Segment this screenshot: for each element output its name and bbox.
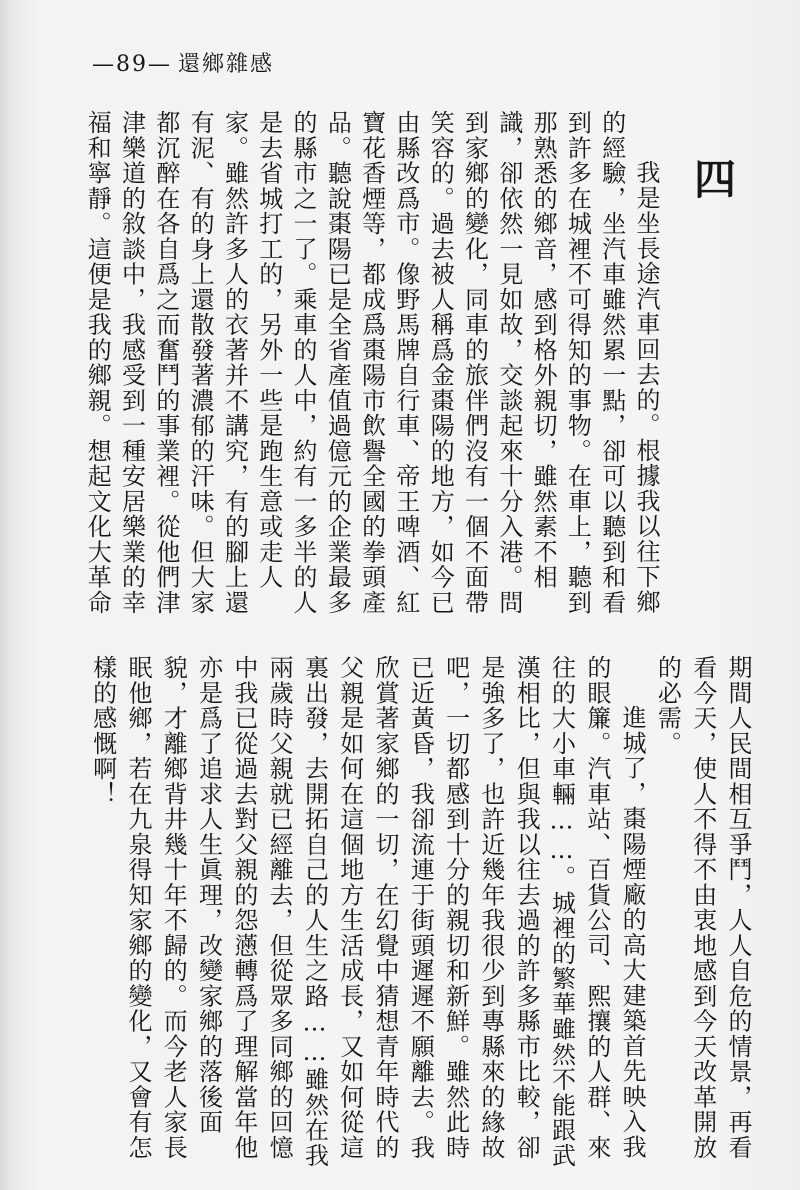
text-column: 津樂道的敘談中，我感受到一種安居樂業的幸 [117,110,146,615]
text-column: 看今天，使人不得不由衷地感到今天改革開放 [688,655,717,1160]
text-column: 樣的感慨啊！ [88,655,117,807]
text-column: 品。聽說棗陽已是全省產值過億元的企業最多 [323,110,352,615]
text-column: 的經驗，坐汽車雖然累一點，卻可以聽到和看 [597,110,626,615]
text-column: 到家鄉的變化，同車的旅伴們沒有一個不面帶 [460,110,489,615]
text-column: 家。雖然許多人的衣著并不講究，有的腳上還 [220,110,249,615]
text-column: 有泥、有的身上還散發著濃郁的汗味。但大家 [186,110,215,615]
text-column: 欣賞著家鄉的一切，在幻覺中猜想青年時代的 [371,655,400,1160]
text-column: 的縣市之一了。乘車的人中，約有一多半的人 [289,110,318,615]
text-column: 的必需。 [653,655,682,756]
text-column: 由縣改爲市。像野馬牌自行車、帝王啤酒、紅 [391,110,420,615]
text-column: 漢相比，但與我以往去過的許多縣市比較，卻 [512,655,541,1160]
upper-text-block [80,110,663,615]
text-column: 父親是如何在這個地方生活成長，又如何從這 [335,655,364,1160]
text-column: 識，卻依然一見如故，交談起來十分入港。問 [494,110,523,615]
chapter-title: 還鄉雜感 [178,52,275,77]
text-column: 是去省城打工的，另外一些是跑生意或走人 [254,110,283,590]
text-column: 笑容的。過去被人稱爲金棗陽的地方，如今已 [426,110,455,615]
text-column: 福和寧靜。這便是我的鄉親。想起文化大革命 [83,110,112,615]
text-column: 都沉醉在各自爲之而奮鬥的事業裡。從他們津 [151,110,180,615]
text-column: 亦是爲了追求人生眞理，改變家鄉的落後面 [194,655,223,1135]
text-column: 期間人民間相互爭鬥，人人自危的情景，再看 [724,655,752,1160]
text-column: 吧，一切都感到十分的親切和新鮮。雖然此時 [441,655,470,1160]
text-column: 兩歲時父親就已經離去，但從眾多同鄉的回憶 [265,655,294,1160]
text-column: 裏出發，去開拓自己的人生之路……雖然在我 [300,655,329,1168]
section-numeral: 四 [694,155,737,204]
text-column: 到許多在城裡不可得知的事物。在車上，聽到 [563,110,592,615]
lower-text-block [84,655,755,1168]
text-column: 我是坐長途汽車回去的。根據我以往下鄉 [632,160,660,615]
page-number: —89— [92,52,172,77]
text-column: 的眼簾。汽車站、百貨公司、熙攘的人群、來 [582,655,611,1160]
text-column: 往的大小車輛……。城裡的繁華雖然不能跟武 [547,655,576,1168]
text-column: 是強多了，也許近幾年我很少到專縣來的緣故 [476,655,505,1160]
text-column: 那熟悉的鄉音，感到格外親切，雖然素不相 [529,110,558,590]
text-column: 眠他鄉，若在九泉得知家鄉的變化，又會有怎 [123,655,152,1160]
text-column: 進城了，棗陽煙廠的高大建築首先映入我 [618,705,647,1160]
text-column: 貌，才離鄉背井幾十年不歸的。而今老人家長 [159,655,188,1160]
text-column: 寶花香煙等，都成爲棗陽市飲譽全國的拳頭產 [357,110,386,615]
running-header [92,50,274,80]
text-column: 中我已從過去對父親的怨懣轉爲了理解當年他 [229,655,258,1160]
text-column: 已近黃昏，我卻流連于街頭遲遲不願離去。我 [406,655,435,1160]
